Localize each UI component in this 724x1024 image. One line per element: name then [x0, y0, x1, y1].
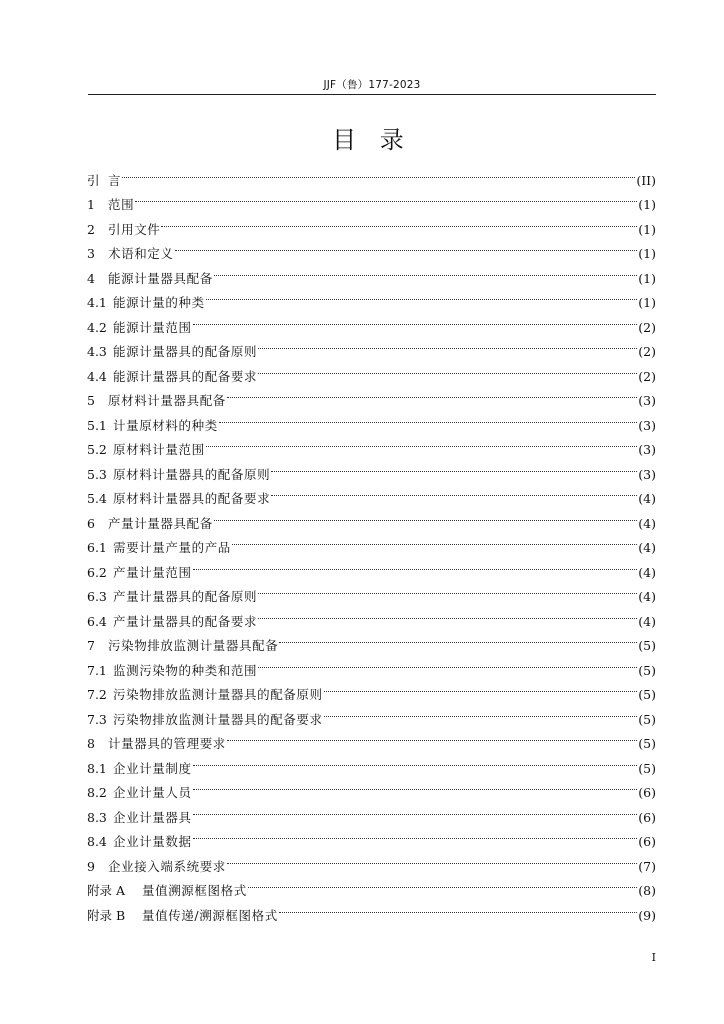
toc-entry-page: (4)	[638, 515, 656, 531]
toc-dot-leader	[214, 503, 637, 528]
toc-dot-leader	[248, 871, 637, 896]
toc-entry-page: (1)	[638, 197, 656, 212]
toc-dot-leader	[206, 283, 638, 308]
toc-entry-label: 需要计量产量的产品	[113, 540, 231, 555]
toc-dot-leader	[279, 895, 637, 920]
toc-entry-label: 能源计量器具的配备原则	[113, 344, 258, 359]
toc-dot-leader	[232, 528, 637, 553]
toc-entry-label: 原材料计量器具的配备原则	[113, 466, 271, 482]
toc-dot-leader	[258, 601, 637, 626]
toc-entry-number: 6.3	[87, 589, 107, 604]
toc-entry-label: 企业计量器具	[113, 809, 192, 825]
toc-entry-page: (3)	[638, 466, 656, 482]
toc-entry-number: 6.4	[87, 613, 107, 629]
toc-entry-page: (2)	[638, 368, 656, 384]
toc-entry-page: (2)	[638, 344, 656, 359]
toc-entry-label: 企业计量人员	[113, 785, 192, 800]
toc-entry-label: 言	[108, 172, 122, 188]
toc-dot-leader	[135, 185, 637, 210]
toc-entry-label: 引用文件	[108, 221, 161, 237]
toc-entry-label: 污染物排放监测计量器具的配备原则	[113, 687, 323, 702]
toc-entry[interactable]	[87, 160, 656, 188]
toc-entry-number: 6	[87, 515, 95, 531]
toc-dot-leader	[206, 430, 638, 455]
page-title: 目 录	[332, 126, 412, 154]
toc-entry-label: 量值溯源框图格式	[142, 883, 247, 898]
toc-entry-number: 5.3	[87, 466, 107, 482]
toc-dot-leader	[193, 773, 638, 798]
toc-entry-page: (3)	[638, 417, 656, 433]
toc-dot-leader	[271, 479, 637, 504]
toc-dot-leader	[258, 577, 637, 602]
toc-entry-page: (9)	[638, 907, 656, 923]
toc-entry-number: 附录 B	[87, 907, 126, 923]
toc-entry-number: 4	[87, 270, 95, 286]
toc-entry-label: 术语和定义	[108, 246, 174, 261]
toc-entry-number: 4.4	[87, 368, 107, 384]
toc-entry[interactable]	[87, 185, 656, 210]
toc-entry-number: 1	[87, 197, 95, 212]
toc-entry-number: 7.2	[87, 687, 107, 702]
toc-dot-leader	[324, 699, 638, 724]
toc-entry-label: 计量器具的管理要求	[108, 736, 226, 751]
toc-entry-number: 5.1	[87, 417, 107, 433]
toc-entry-number: 8	[87, 736, 95, 751]
running-header: JJF（鲁）177-2023	[323, 79, 421, 91]
toc-entry-label: 量值传递/溯源框图格式	[142, 907, 278, 923]
toc-dot-leader	[227, 846, 637, 871]
toc-entry-number: 4.2	[87, 319, 107, 335]
toc-entry-label: 原材料计量器具的配备要求	[113, 491, 271, 506]
toc-entry-number: 9	[87, 858, 95, 874]
toc-entry-page: (4)	[638, 589, 656, 604]
toc-entry-label: 产量计量范围	[113, 564, 192, 580]
toc-entry-label: 监测污染物的种类和范围	[113, 662, 258, 678]
toc-entry-label: 原材料计量器具配备	[108, 393, 226, 408]
toc-entry-number: 4.1	[87, 295, 107, 310]
toc-dot-leader	[227, 381, 637, 406]
toc-entry-page: (4)	[638, 491, 656, 506]
toc-entry-number: 8.1	[87, 760, 107, 776]
toc-entry-number: 7	[87, 638, 95, 653]
toc-entry-number: 3	[87, 246, 95, 261]
toc-entry-number: 2	[87, 221, 95, 237]
toc-dot-leader	[122, 160, 635, 185]
toc-dot-leader	[258, 332, 637, 357]
toc-dot-leader	[161, 209, 637, 234]
toc-dot-leader	[219, 405, 637, 430]
toc-entry-page: (5)	[638, 711, 656, 727]
toc-entry-page: (2)	[638, 319, 656, 335]
toc-dot-leader	[258, 356, 637, 381]
toc-entry-number: 8.2	[87, 785, 107, 800]
toc-entry-label: 产量计量器具的配备要求	[113, 613, 258, 629]
toc-dot-leader	[214, 258, 637, 283]
toc-entry-label: 产量计量器具配备	[108, 515, 213, 531]
toc-dot-leader	[175, 234, 638, 259]
toc-entry-page: (6)	[638, 785, 656, 800]
toc-entry-number: 5.4	[87, 491, 107, 506]
toc-entry-number: 附录 A	[87, 883, 126, 898]
toc-dot-leader	[193, 307, 638, 332]
toc-entry-label: 企业计量数据	[113, 834, 192, 849]
toc-dot-leader	[279, 626, 637, 651]
toc-entry-number: 7.3	[87, 711, 107, 727]
toc-entry-label: 能源计量器具配备	[108, 270, 213, 286]
toc-entry-label: 能源计量的种类	[113, 295, 205, 310]
toc-entry-page: (6)	[638, 809, 656, 825]
toc-entry-page: (5)	[638, 638, 656, 653]
toc-entry-label: 污染物排放监测计量器具的配备要求	[113, 711, 323, 727]
toc-entry-number: 4.3	[87, 344, 107, 359]
toc-entry-number: 5.2	[87, 442, 107, 457]
toc-entry-number: 6.2	[87, 564, 107, 580]
toc-entry-page: (6)	[638, 834, 656, 849]
toc-entry-page: (4)	[638, 613, 656, 629]
toc-entry-page: (8)	[638, 883, 656, 898]
toc-entry-label: 范围	[108, 197, 135, 212]
toc-entry-number: 6.1	[87, 540, 107, 555]
toc-dot-leader	[193, 822, 638, 847]
toc-entry-label: 能源计量范围	[113, 319, 192, 335]
toc-entry[interactable]	[87, 209, 656, 237]
toc-entry-page: (5)	[638, 736, 656, 751]
toc-entry-label: 污染物排放监测计量器具配备	[108, 638, 279, 653]
toc-entry-number: 5	[87, 393, 95, 408]
toc-entry-page: (4)	[638, 564, 656, 580]
toc-entry-number: 8.3	[87, 809, 107, 825]
toc-entry-label: 计量原材料的种类	[113, 417, 218, 433]
toc-entry-number: 8.4	[87, 834, 107, 849]
toc-entry-page: (3)	[638, 442, 656, 457]
toc-dot-leader	[193, 552, 638, 577]
toc-entry-number: 7.1	[87, 662, 107, 678]
toc-entry-page: (4)	[638, 540, 656, 555]
toc-entry-label: 产量计量器具的配备原则	[113, 589, 258, 604]
toc-entry-label: 企业计量制度	[113, 760, 192, 776]
toc-entry-number: 引	[87, 172, 100, 188]
table-of-contents	[87, 160, 656, 923]
toc-dot-leader	[324, 675, 638, 700]
toc-entry-page: (5)	[638, 687, 656, 702]
toc-entry-label: 原材料计量范围	[113, 442, 205, 457]
header-rule	[88, 94, 656, 95]
page-number: I	[651, 951, 656, 964]
toc-entry[interactable]	[87, 234, 656, 259]
toc-entry-page: (1)	[638, 246, 656, 261]
toc-entry-page: (II)	[636, 172, 656, 188]
toc-entry-label: 企业接入端系统要求	[108, 858, 226, 874]
toc-entry-label: 能源计量器具的配备要求	[113, 368, 258, 384]
toc-dot-leader	[193, 748, 638, 773]
toc-entry-page: (5)	[638, 760, 656, 776]
toc-dot-leader	[258, 650, 637, 675]
toc-dot-leader	[227, 724, 637, 749]
toc-entry-page: (7)	[638, 858, 656, 874]
toc-entry-page: (5)	[638, 662, 656, 678]
toc-dot-leader	[193, 797, 638, 822]
toc-entry-page: (3)	[638, 393, 656, 408]
toc-dot-leader	[271, 454, 637, 479]
toc-entry-page: (1)	[638, 221, 656, 237]
toc-entry-page: (1)	[638, 270, 656, 286]
toc-entry-page: (1)	[638, 295, 656, 310]
